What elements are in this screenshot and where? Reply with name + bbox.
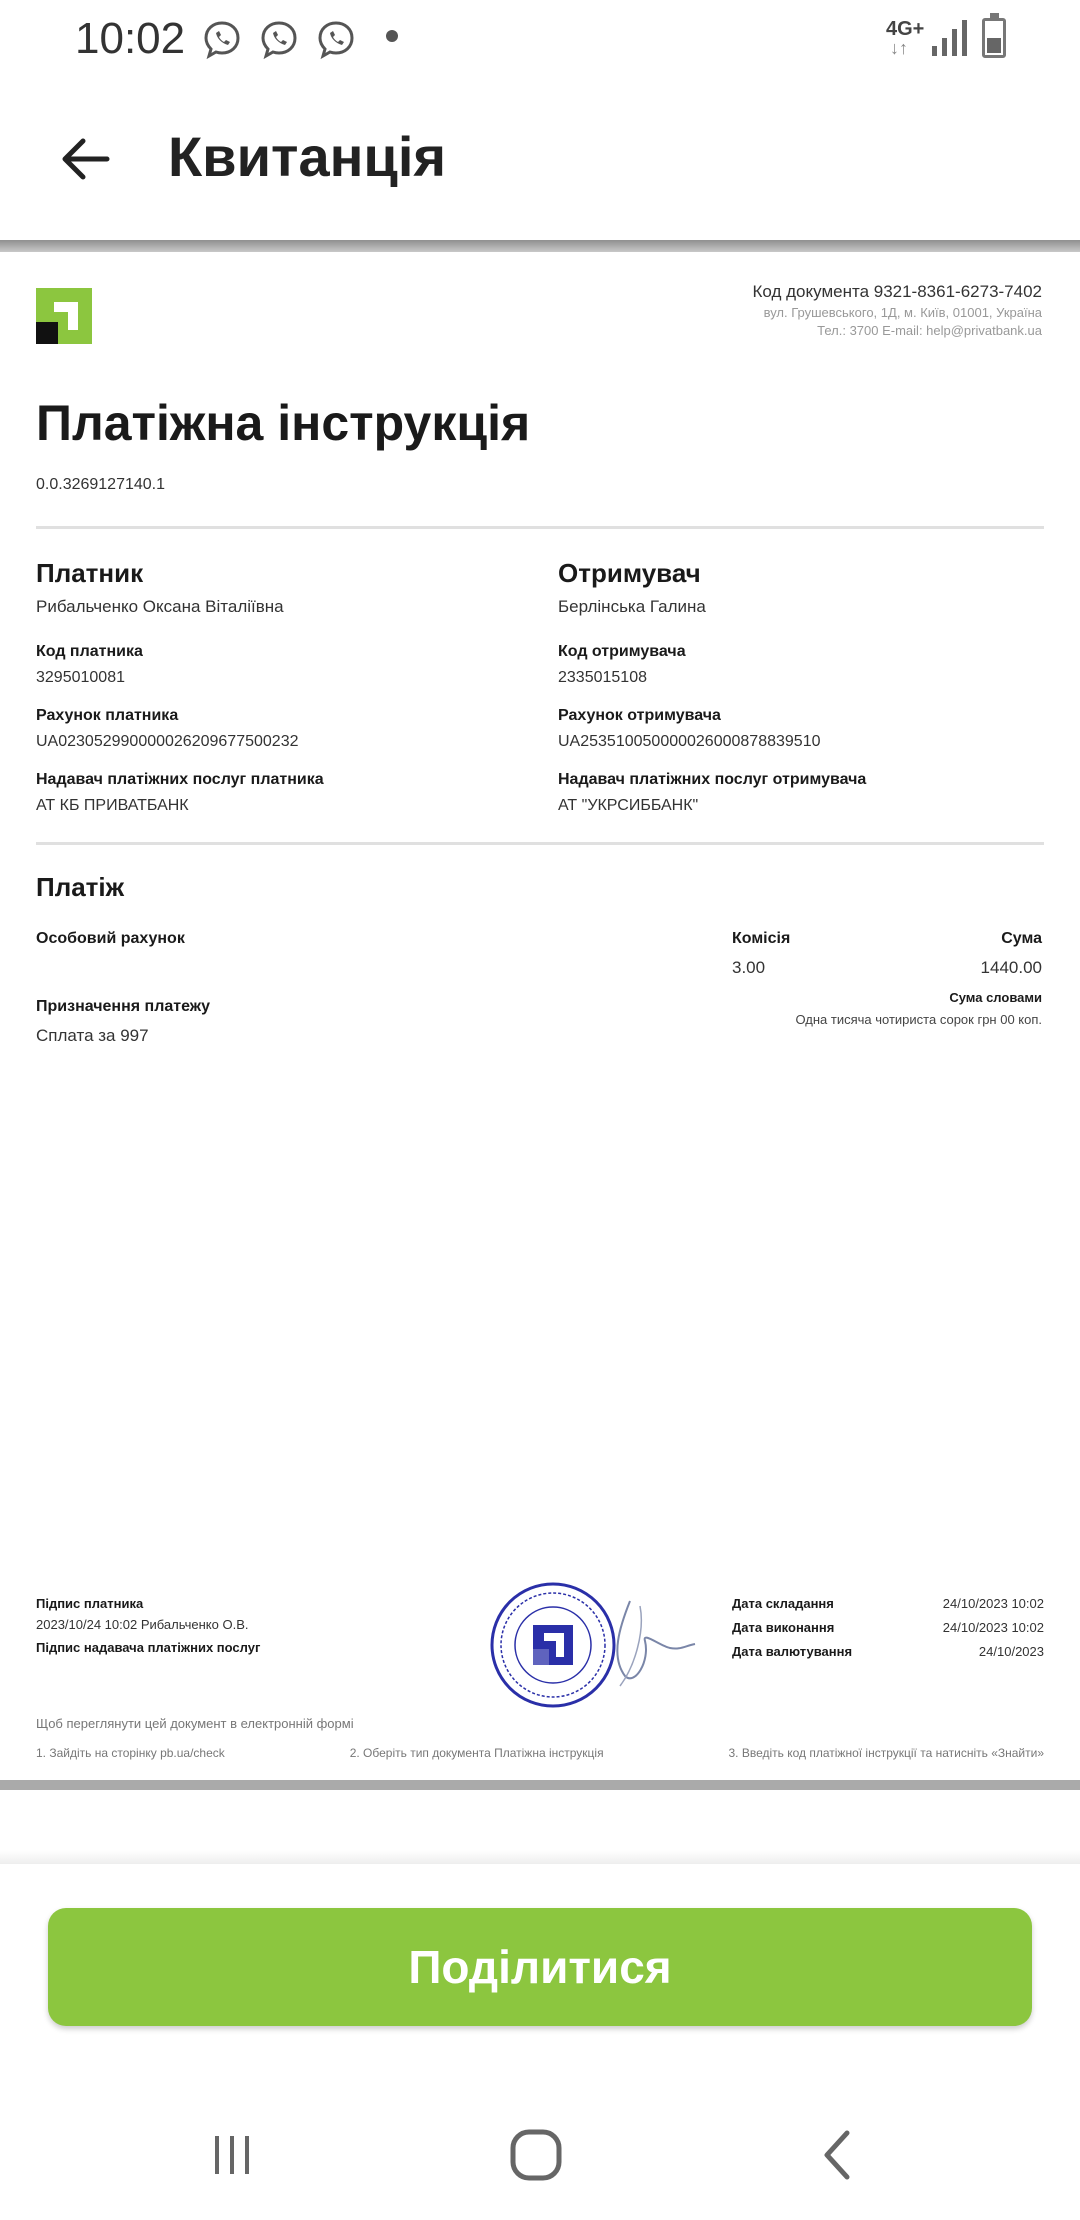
- app-bar-divider: [0, 240, 1080, 252]
- payment-purpose-label: Призначення платежу: [36, 998, 211, 1015]
- date-executed-value: 24/10/2023 10:02: [942, 1620, 1044, 1635]
- payer-provider-label: Надавач платіжних послуг платника: [36, 771, 324, 788]
- back-button[interactable]: [50, 124, 120, 194]
- date-row: [732, 1644, 1044, 1668]
- document-header: [753, 282, 1043, 338]
- payer-signature-label: Підпис платника: [36, 1596, 144, 1611]
- share-button[interactable]: Поділитися: [48, 1908, 1032, 2026]
- payer-signature-value: 2023/10/24 10:02 Рибальченко О.В.: [36, 1617, 249, 1632]
- recipient-name: Берлінська Галина: [558, 597, 706, 616]
- date-row: [732, 1620, 1044, 1644]
- sum-value: 1440.00: [980, 958, 1042, 977]
- battery-icon: [982, 18, 1006, 58]
- arrow-left-icon: [57, 131, 113, 187]
- payment-purpose: Сплата за 997: [36, 1026, 149, 1045]
- document-number: 0.0.3269127140.1: [36, 476, 166, 493]
- home-button[interactable]: [496, 2120, 576, 2190]
- receipt-document[interactable]: [0, 252, 1080, 1782]
- sum-words-label: Сума словами: [949, 990, 1042, 1005]
- payer-code-label: Код платника: [36, 643, 143, 660]
- signature-block: [36, 1596, 260, 1655]
- page-title: Квитанція: [168, 125, 447, 188]
- recipient-provider-label: Надавач платіжних послуг отримувача: [558, 771, 867, 788]
- app-bar: [0, 80, 1080, 240]
- document-title: Платіжна інструкція: [36, 395, 531, 451]
- date-valuation-label: Дата валютування: [732, 1644, 853, 1659]
- view-hint: Щоб переглянути цей документ в електронній формі: [36, 1716, 354, 1731]
- status-bar: [0, 0, 1080, 80]
- viber-icon: [257, 18, 301, 62]
- status-time: 10:02: [75, 14, 186, 63]
- payment-title: Платіж: [36, 872, 125, 902]
- payer-account: UA023052990000026209677500232: [36, 733, 299, 750]
- viber-icon: [200, 18, 244, 62]
- bank-address: вул. Грушевського, 1Д, м. Київ, 01001, Україна: [763, 305, 1042, 320]
- dates-block: [732, 1596, 1044, 1668]
- recipient-account: UA253510050000026000878839510: [558, 733, 821, 750]
- payer-title: Платник: [36, 558, 144, 588]
- bottom-panel-shadow: [0, 1850, 1080, 1864]
- date-valuation-value: 24/10/2023: [978, 1644, 1044, 1659]
- payer-name: Рибальченко Оксана Віталіївна: [36, 597, 284, 616]
- recipient-code: 2335015108: [558, 669, 647, 686]
- date-created-value: 24/10/2023 10:02: [942, 1596, 1044, 1611]
- date-executed-label: Дата виконання: [732, 1620, 835, 1635]
- handwritten-signature-icon: [600, 1586, 710, 1696]
- payer-account-label: Рахунок платника: [36, 707, 179, 724]
- viber-icon: [314, 18, 358, 62]
- check-step-2: 2. Оберіть тип документа Платіжна інструкція: [349, 1746, 604, 1760]
- divider: [36, 842, 1044, 845]
- signal-icon: [932, 20, 970, 56]
- divider: [36, 526, 1044, 529]
- commission-value: 3.00: [732, 958, 766, 977]
- bank-stamp-icon: [488, 1580, 618, 1710]
- privatbank-logo-icon: [36, 288, 92, 344]
- sum-label: Сума: [1001, 930, 1042, 947]
- recipient-provider: АТ "УКРСИББАНК": [558, 797, 699, 814]
- date-created-label: Дата складання: [732, 1596, 834, 1611]
- data-activity-icon: ↓↑: [890, 38, 908, 58]
- home-icon: [508, 2127, 564, 2183]
- recipient-title: Отримувач: [558, 558, 701, 588]
- provider-signature-label: Підпис надавача платіжних послуг: [36, 1640, 261, 1655]
- document-code: Код документа 9321-8361-6273-7402: [752, 282, 1042, 301]
- nav-back-icon: [813, 2127, 863, 2183]
- nav-back-button[interactable]: [798, 2120, 878, 2190]
- recents-icon: [207, 2130, 257, 2180]
- commission-label: Комісія: [732, 930, 791, 947]
- bank-contacts: Тел.: 3700 E-mail: help@privatbank.ua: [817, 323, 1042, 338]
- recipient-code-label: Код отримувача: [558, 643, 686, 660]
- date-row: [732, 1596, 1044, 1620]
- notification-dot-icon: [386, 30, 398, 42]
- recents-button[interactable]: [192, 2120, 272, 2190]
- payer-provider: АТ КБ ПРИВАТБАНК: [36, 797, 189, 814]
- network-type: 4G+: [886, 18, 925, 40]
- check-step-3: 3. Введіть код платіжної інструкції та натисніть «Знайти»: [728, 1746, 1044, 1760]
- recipient-section: [558, 558, 1038, 815]
- personal-account-label: Особовий рахунок: [36, 930, 185, 947]
- sum-words-value: Одна тисяча чотириста сорок грн 00 коп.: [795, 1012, 1042, 1027]
- receipt-bottom-border: [0, 1780, 1080, 1790]
- check-step-1: 1. Зайдіть на сторінку pb.ua/check: [36, 1746, 225, 1760]
- payer-code: 3295010081: [36, 669, 125, 686]
- payer-section: [36, 558, 516, 815]
- system-nav-bar: [0, 2080, 1080, 2220]
- check-steps: [36, 1746, 1044, 1760]
- recipient-account-label: Рахунок отримувача: [558, 707, 721, 724]
